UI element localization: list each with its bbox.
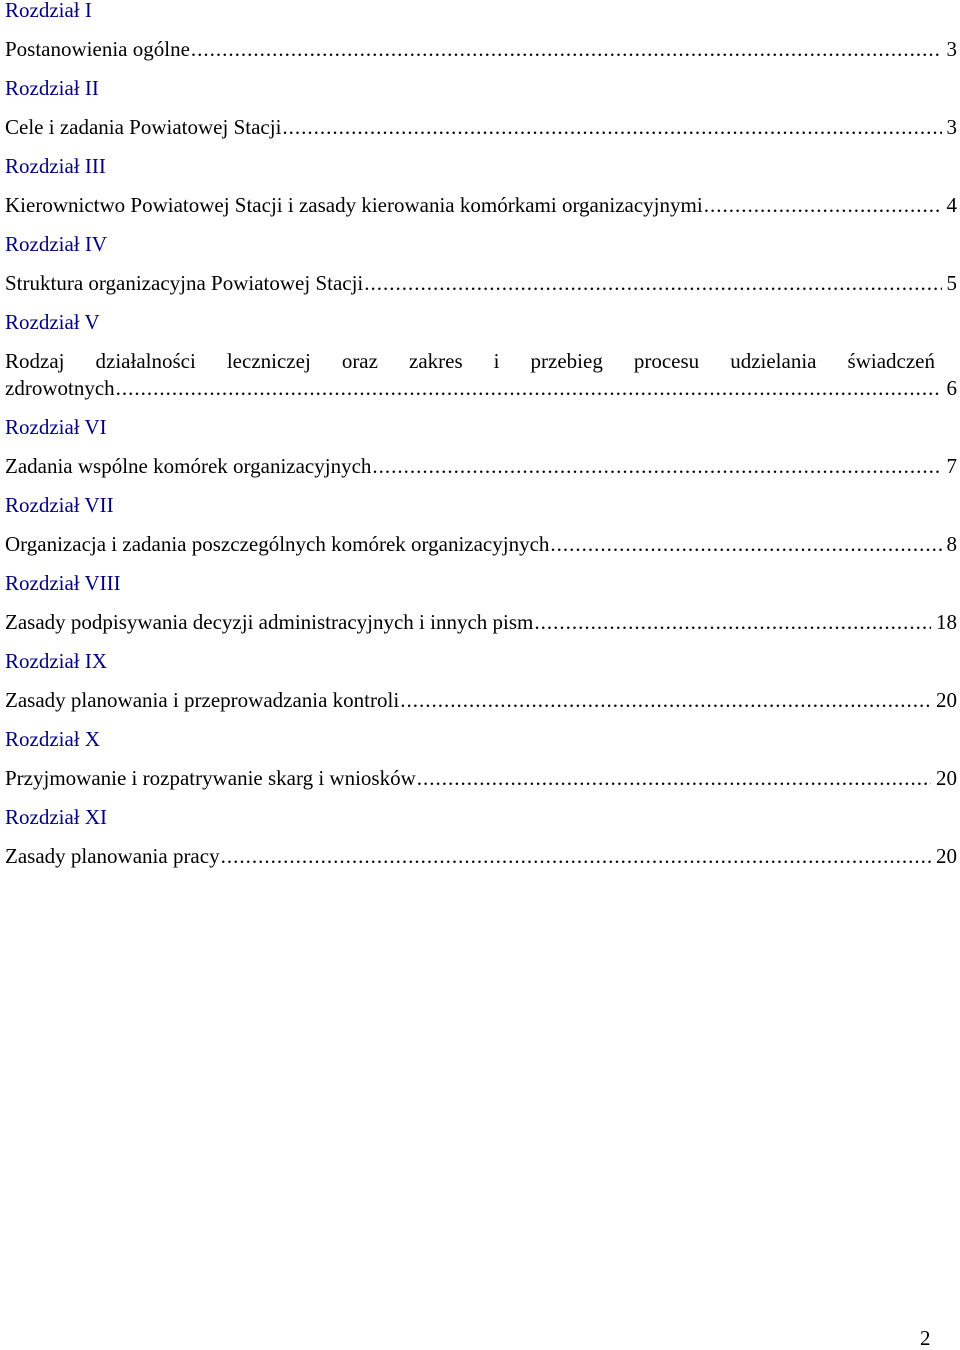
entry-title: Organizacja i zadania poszczególnych komórek organizacyjnych <box>5 532 550 556</box>
page-number: 2 <box>920 1326 931 1350</box>
dot-leader <box>364 273 941 294</box>
entry-page-number: 20 <box>936 844 957 868</box>
dot-leader <box>282 117 941 138</box>
entry-page-number: 7 <box>946 454 957 478</box>
dot-leader <box>550 534 941 555</box>
toc-entry[interactable] <box>5 456 957 495</box>
chapter-link-1[interactable] <box>5 0 957 39</box>
dot-leader <box>191 39 942 60</box>
toc-entry[interactable] <box>5 612 957 651</box>
entry-title: Kierownictwo Powiatowej Stacji i zasady kierowania komórkami organizacyjnymi <box>5 193 703 217</box>
dot-leader <box>221 846 931 867</box>
chapter-label: Rozdział V <box>5 310 100 334</box>
table-of-contents <box>5 0 957 885</box>
toc-entry[interactable] <box>5 195 957 234</box>
toc-item-chapter-7 <box>5 495 957 573</box>
entry-page-number: 3 <box>946 37 957 61</box>
dot-leader <box>116 378 942 399</box>
entry-page-number: 5 <box>946 271 957 295</box>
toc-entry[interactable] <box>5 351 957 417</box>
entry-title: Postanowienia ogólne <box>5 37 190 61</box>
entry-page-number: 3 <box>946 115 957 139</box>
chapter-link-4[interactable] <box>5 234 957 273</box>
entry-title: Przyjmowanie i rozpatrywanie skarg i wniosków <box>5 766 416 790</box>
dot-leader <box>704 195 942 216</box>
dot-leader <box>400 690 931 711</box>
chapter-link-3[interactable] <box>5 156 957 195</box>
dot-leader <box>534 612 931 633</box>
entry-page-number: 4 <box>946 193 957 217</box>
chapter-link-6[interactable] <box>5 417 957 456</box>
chapter-label: Rozdział VII <box>5 493 114 517</box>
toc-item-chapter-3 <box>5 156 957 234</box>
chapter-label: Rozdział II <box>5 76 99 100</box>
dot-leader <box>372 456 941 477</box>
dot-leader <box>417 768 931 789</box>
entry-page-number: 20 <box>936 688 957 712</box>
toc-item-chapter-2 <box>5 78 957 156</box>
chapter-link-5[interactable] <box>5 312 957 351</box>
chapter-link-7[interactable] <box>5 495 957 534</box>
entry-title-line-1: Rodzaj działalności leczniczej oraz zakres i przebieg procesu udzielania świadczeń <box>5 349 935 373</box>
toc-entry[interactable] <box>5 39 957 78</box>
chapter-label: Rozdział IX <box>5 649 108 673</box>
chapter-link-9[interactable] <box>5 651 957 690</box>
chapter-label: Rozdział XI <box>5 805 108 829</box>
chapter-link-8[interactable] <box>5 573 957 612</box>
entry-page-number: 20 <box>936 766 957 790</box>
toc-item-chapter-8 <box>5 573 957 651</box>
entry-page-number: 18 <box>936 610 957 634</box>
entry-title: Zasady planowania i przeprowadzania kontroli <box>5 688 400 712</box>
toc-entry[interactable] <box>5 846 957 885</box>
toc-entry[interactable] <box>5 117 957 156</box>
chapter-label: Rozdział X <box>5 727 101 751</box>
chapter-label: Rozdział IV <box>5 232 108 256</box>
entry-page-number: 6 <box>946 376 957 400</box>
entry-title: Zasady podpisywania decyzji administracyjnych i innych pism <box>5 610 534 634</box>
chapter-link-10[interactable] <box>5 729 957 768</box>
toc-item-chapter-5 <box>5 312 957 417</box>
entry-title-line-2: zdrowotnych <box>5 376 115 400</box>
toc-item-chapter-10 <box>5 729 957 807</box>
entry-title: Zadania wspólne komórek organizacyjnych <box>5 454 372 478</box>
entry-page-number: 8 <box>946 532 957 556</box>
chapter-label: Rozdział VIII <box>5 571 121 595</box>
toc-item-chapter-9 <box>5 651 957 729</box>
chapter-label: Rozdział VI <box>5 415 107 439</box>
toc-entry[interactable] <box>5 273 957 312</box>
chapter-label: Rozdział III <box>5 154 106 178</box>
toc-item-chapter-6 <box>5 417 957 495</box>
toc-item-chapter-11 <box>5 807 957 885</box>
entry-title-line-2-row <box>5 378 957 417</box>
entry-title: Struktura organizacyjna Powiatowej Stacji <box>5 271 364 295</box>
chapter-link-11[interactable] <box>5 807 957 846</box>
toc-item-chapter-1 <box>5 0 957 78</box>
toc-entry[interactable] <box>5 768 957 807</box>
toc-entry[interactable] <box>5 534 957 573</box>
chapter-label: Rozdział I <box>5 0 92 22</box>
entry-title: Zasady planowania pracy <box>5 844 220 868</box>
chapter-link-2[interactable] <box>5 78 957 117</box>
toc-item-chapter-4 <box>5 234 957 312</box>
entry-title: Cele i zadania Powiatowej Stacji <box>5 115 282 139</box>
toc-entry[interactable] <box>5 690 957 729</box>
